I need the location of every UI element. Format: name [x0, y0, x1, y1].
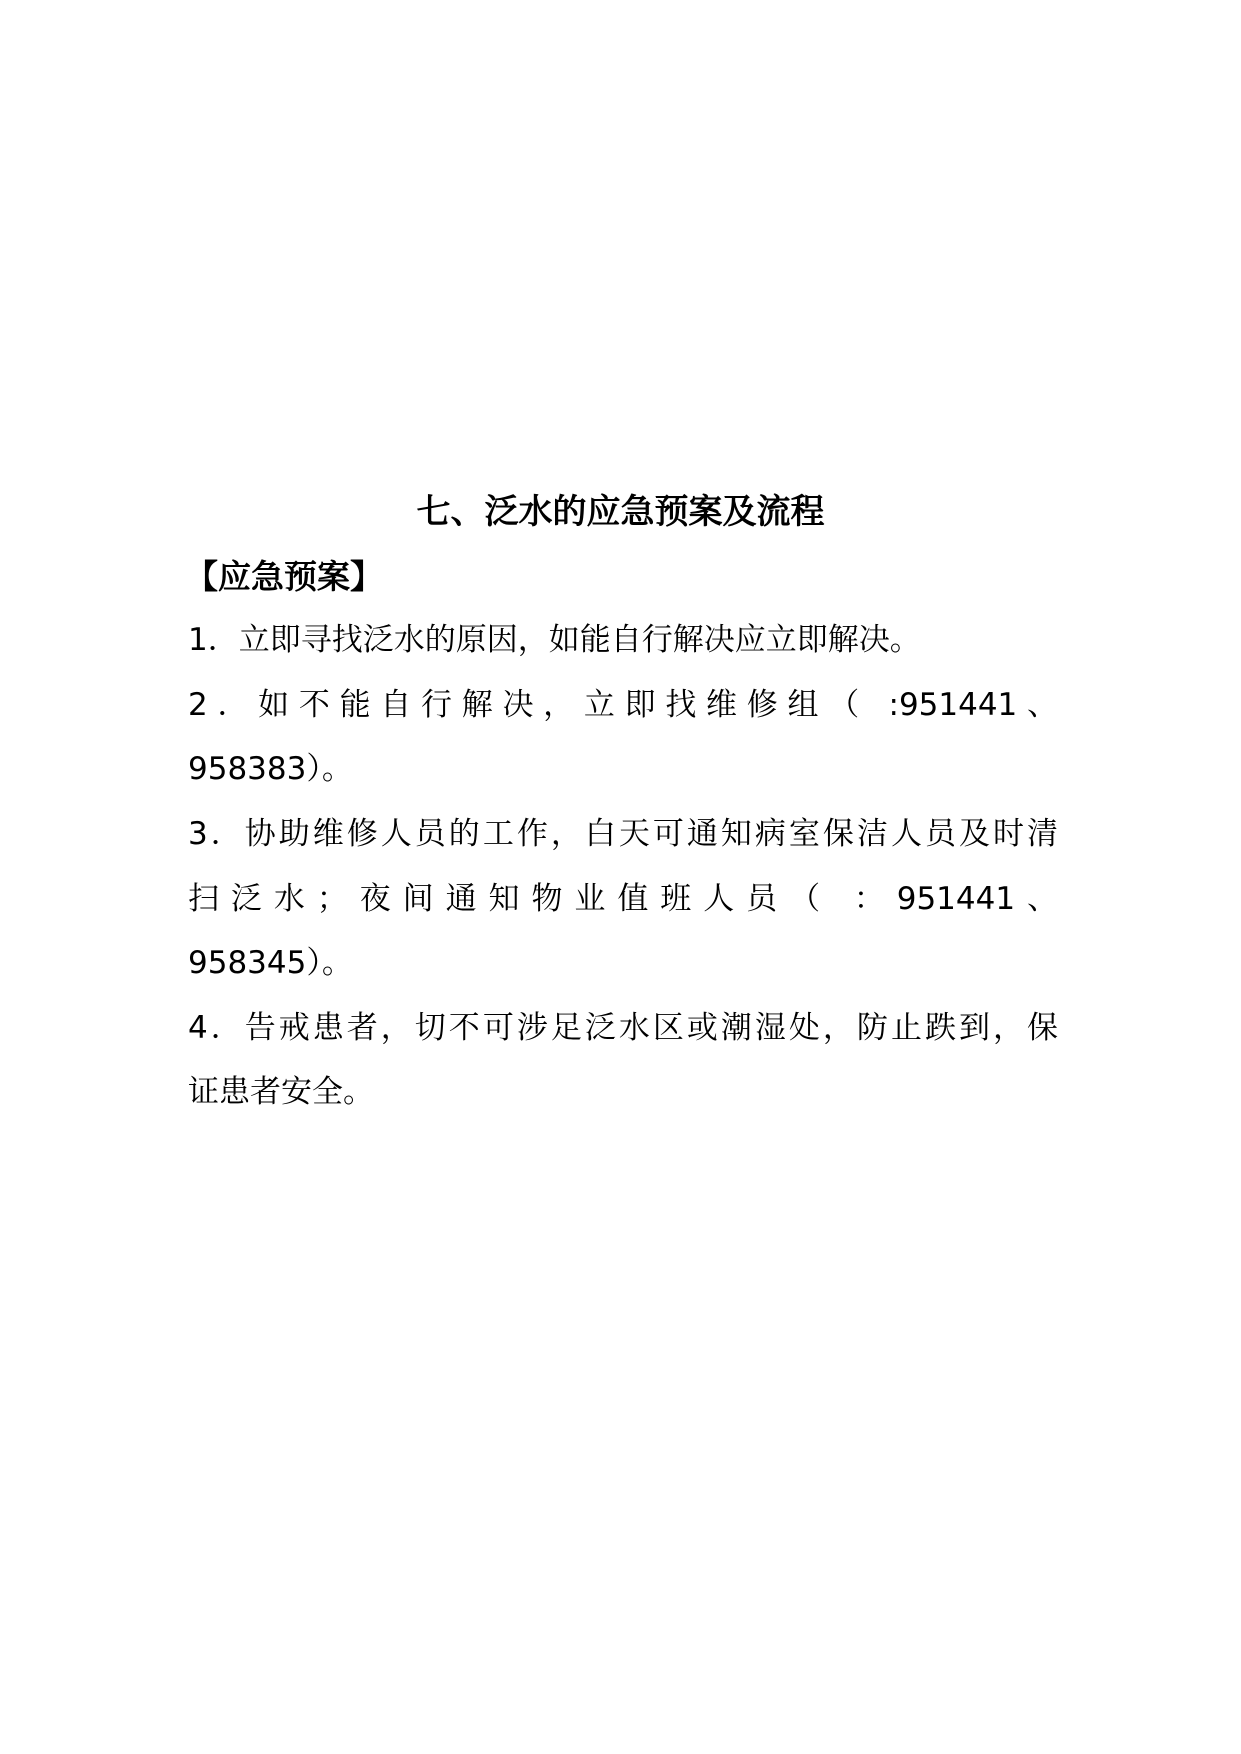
body-line-4: 3．协助维修人员的工作，白天可通知病室保洁人员及时清	[188, 816, 1058, 852]
body-line-3: 958383）。	[188, 751, 353, 787]
body-line-8: 证患者安全。	[188, 1074, 374, 1110]
body-line-1: 1．立即寻找泛水的原因，如能自行解决应立即解决。	[188, 622, 921, 658]
body-line-7: 4．告戒患者，切不可涉足泛水区或潮湿处，防止跌到，保	[188, 1010, 1058, 1046]
body-line-5: 扫泛水；夜间通知物业值班人员（ ：951441、	[188, 881, 1058, 917]
body-line-6: 958345）。	[188, 945, 353, 981]
section-heading: 【应急预案】	[185, 557, 383, 596]
document-title: 七、泛水的应急预案及流程	[416, 492, 825, 532]
body-line-2: 2．如不能自行解决，立即找维修组（ :951441、	[188, 687, 1058, 723]
